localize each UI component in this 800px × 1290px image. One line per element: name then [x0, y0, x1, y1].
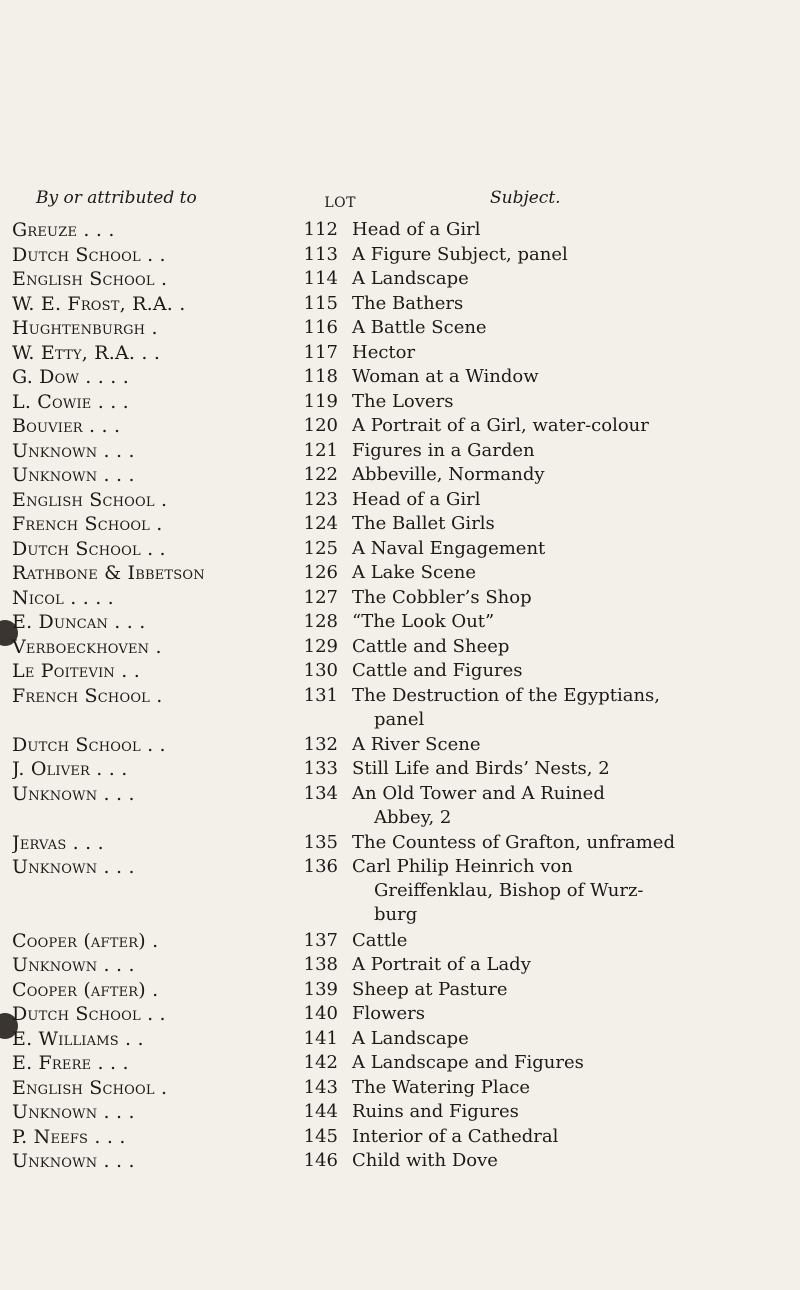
subject-line: Flowers: [352, 1003, 425, 1024]
artist-name: English School .: [12, 488, 168, 511]
catalogue-row: [0, 782, 800, 831]
catalogue-row: [0, 243, 800, 268]
catalogue-row: [0, 561, 800, 586]
subject-line: “The Look Out”: [352, 611, 495, 632]
artist-name: Jervas . . .: [12, 831, 104, 854]
lot-number: 127: [303, 586, 338, 608]
subject-title: [352, 782, 792, 830]
subject-line: The Ballet Girls: [352, 513, 495, 534]
artist-name: Dutch School . .: [12, 243, 166, 266]
subject-title: [352, 635, 792, 659]
lot-number: 144: [303, 1101, 338, 1122]
catalogue-row: [0, 684, 800, 733]
catalogue-row: [0, 1027, 800, 1052]
subject-title: [352, 316, 792, 340]
subject-title: [352, 341, 792, 365]
subject-line: A Portrait of a Girl, water-colour: [352, 415, 649, 436]
subject-title: [352, 1051, 792, 1075]
artist-name: Cooper (after) .: [12, 929, 159, 952]
catalogue-row: [0, 1100, 800, 1125]
artist-name: Greuze . . .: [12, 219, 115, 241]
lot-number: 128: [303, 611, 338, 632]
catalogue-row: [0, 390, 800, 415]
subject-line: A Landscape and Figures: [352, 1052, 584, 1073]
catalogue-row: [0, 463, 800, 488]
subject-line: A Battle Scene: [352, 317, 487, 338]
artist-name: W. E. Frost, R.A. .: [12, 292, 186, 315]
subject-title: [352, 978, 792, 1002]
lot-number: 115: [303, 292, 338, 314]
subject-title: [352, 733, 792, 757]
subject-line: Greiffenklau, Bishop of Wurz-: [374, 880, 644, 901]
lot-number: 134: [303, 782, 338, 804]
lot-number: 131: [303, 684, 338, 706]
subject-line: Child with Dove: [352, 1150, 498, 1171]
lot-number: 116: [303, 317, 338, 338]
lot-number: 138: [303, 954, 338, 975]
subject-title: [352, 218, 792, 242]
lot-number: 143: [303, 1076, 338, 1098]
lot-number: 130: [303, 660, 338, 681]
subject-line: Figures in a Garden: [352, 439, 535, 461]
subject-title: [352, 1027, 792, 1051]
artist-name: E. Williams . .: [12, 1027, 144, 1050]
lot-number: 120: [303, 415, 338, 436]
artist-name: Cooper (after) .: [12, 978, 159, 1001]
lot-number: 145: [303, 1125, 338, 1147]
lot-number: 135: [303, 831, 338, 853]
artist-name: Unknown . . .: [12, 1150, 135, 1172]
subject-title: [352, 1002, 792, 1026]
subject-line: A Figure Subject, panel: [352, 243, 568, 265]
artist-name: Rathbone & Ibbetson: [12, 562, 205, 584]
subject-title: [352, 1149, 792, 1173]
catalogue-row: [0, 1076, 800, 1101]
lot-number: 140: [303, 1003, 338, 1024]
subject-line: Cattle and Figures: [352, 660, 523, 681]
subject-line: Woman at a Window: [352, 366, 539, 387]
subject-title: [352, 365, 792, 389]
subject-line: Still Life and Birds’ Nests, 2: [352, 758, 610, 779]
catalogue-row: [0, 610, 800, 635]
catalogue-row: [0, 586, 800, 611]
subject-line: Head of a Girl: [352, 219, 481, 240]
artist-name: Unknown . . .: [12, 1101, 135, 1123]
catalogue-row: [0, 733, 800, 758]
subject-title: [352, 292, 792, 316]
lot-number: 118: [303, 366, 338, 387]
subject-title: [352, 463, 792, 487]
catalogue-row: [0, 537, 800, 562]
catalogue-row: [0, 316, 800, 341]
column-header-subject: Subject.: [490, 188, 561, 208]
artist-name: Unknown . . .: [12, 856, 135, 878]
artist-name: E. Frere . . .: [12, 1052, 129, 1074]
catalogue-row: [0, 1051, 800, 1076]
subject-title: [352, 414, 792, 438]
subject-title: [352, 929, 792, 953]
subject-line: An Old Tower and A Ruined: [352, 782, 605, 804]
subject-line: The Bathers: [352, 292, 464, 314]
catalogue-row: [0, 855, 800, 929]
catalogue-row: [0, 1149, 800, 1174]
lot-number: 132: [303, 733, 338, 755]
catalogue-row: [0, 659, 800, 684]
subject-line: The Destruction of the Egyptians,: [352, 684, 660, 706]
subject-line: A Landscape: [352, 268, 469, 289]
subject-title: [352, 1125, 792, 1149]
catalogue-row: [0, 929, 800, 954]
artist-name: Verboeckhoven .: [12, 635, 162, 658]
artist-name: P. Neefs . . .: [12, 1125, 126, 1148]
subject-line: Interior of a Cathedral: [352, 1125, 559, 1147]
catalogue-row: [0, 488, 800, 513]
subject-line: A River Scene: [352, 733, 481, 755]
catalogue-row: [0, 414, 800, 439]
subject-line: burg: [374, 904, 418, 925]
artist-name: L. Cowie . . .: [12, 390, 129, 413]
lot-number: 125: [303, 537, 338, 559]
subject-line: Cattle: [352, 929, 408, 951]
lot-number: 146: [303, 1150, 338, 1171]
column-header-lot: LOT: [324, 195, 356, 211]
subject-title: [352, 537, 792, 561]
catalogue-row: [0, 953, 800, 978]
subject-line: A Portrait of a Lady: [352, 954, 531, 975]
artist-name: W. Etty, R.A. . .: [12, 341, 161, 364]
artist-name: Unknown . . .: [12, 439, 135, 462]
artist-name: Le Poitevin . .: [12, 660, 140, 682]
lot-number: 121: [303, 439, 338, 461]
subject-title: [352, 1076, 792, 1100]
subject-line: A Naval Engagement: [352, 537, 546, 559]
lot-number: 114: [303, 268, 338, 289]
subject-title: [352, 684, 792, 732]
catalogue-row: [0, 831, 800, 856]
artist-name: French School .: [12, 684, 163, 707]
subject-line: The Lovers: [352, 390, 454, 412]
subject-title: [352, 757, 792, 781]
subject-line: A Lake Scene: [352, 562, 476, 583]
catalogue-row: [0, 635, 800, 660]
artist-name: G. Dow . . . .: [12, 366, 129, 388]
catalogue-row: [0, 341, 800, 366]
catalogue-row: [0, 1125, 800, 1150]
subject-line: Ruins and Figures: [352, 1101, 519, 1122]
artist-name: Nicol . . . .: [12, 586, 114, 609]
lot-number: 133: [303, 758, 338, 779]
artist-name: Unknown . . .: [12, 782, 135, 805]
subject-title: [352, 561, 792, 585]
lot-number: 119: [303, 390, 338, 412]
catalogue-row: [0, 978, 800, 1003]
subject-title: [352, 586, 792, 610]
catalogue-row: [0, 218, 800, 243]
subject-title: [352, 831, 792, 855]
subject-line: A Landscape: [352, 1027, 469, 1049]
artist-name: Unknown . . .: [12, 954, 135, 976]
artist-name: Hughtenburgh .: [12, 317, 158, 339]
subject-title: [352, 512, 792, 536]
lot-number: 142: [303, 1052, 338, 1073]
subject-line: Abbeville, Normandy: [352, 464, 545, 485]
subject-title: [352, 1100, 792, 1124]
artist-name: French School .: [12, 513, 163, 535]
artist-name: English School .: [12, 1076, 168, 1099]
subject-title: [352, 953, 792, 977]
lot-number: 126: [303, 562, 338, 583]
lot-number: 117: [303, 341, 338, 363]
lot-number: 113: [303, 243, 338, 265]
subject-line: Abbey, 2: [374, 806, 452, 828]
lot-number: 139: [303, 978, 338, 1000]
subject-title: [352, 243, 792, 267]
artist-name: Dutch School . .: [12, 733, 166, 756]
subject-title: [352, 610, 792, 634]
artist-name: Dutch School . .: [12, 1003, 166, 1025]
subject-line: Head of a Girl: [352, 488, 481, 510]
subject-title: [352, 659, 792, 683]
catalogue-row: [0, 365, 800, 390]
subject-title: [352, 390, 792, 414]
subject-line: The Cobbler’s Shop: [352, 586, 532, 608]
catalogue-row: [0, 292, 800, 317]
catalogue-row: [0, 512, 800, 537]
lot-number: 112: [303, 219, 338, 240]
subject-title: [352, 267, 792, 291]
lot-number: 129: [303, 635, 338, 657]
catalogue-row: [0, 757, 800, 782]
subject-line: panel: [374, 708, 425, 730]
subject-title: [352, 488, 792, 512]
lot-number: 122: [303, 464, 338, 485]
lot-number: 137: [303, 929, 338, 951]
lot-number: 123: [303, 488, 338, 510]
lot-number: 124: [303, 513, 338, 534]
subject-line: Sheep at Pasture: [352, 978, 508, 1000]
artist-name: English School .: [12, 268, 168, 290]
subject-line: Hector: [352, 341, 416, 363]
subject-line: The Countess of Grafton, unframed: [352, 831, 675, 853]
catalogue-row: [0, 267, 800, 292]
subject-title: [352, 439, 792, 463]
artist-name: J. Oliver . . .: [12, 758, 128, 780]
catalogue-row: [0, 1002, 800, 1027]
artist-name: E. Duncan . . .: [12, 611, 146, 633]
subject-line: Cattle and Sheep: [352, 635, 510, 657]
column-header-artist: By or attributed to: [36, 188, 197, 208]
lot-number: 136: [303, 856, 338, 877]
catalogue-row: [0, 439, 800, 464]
artist-name: Dutch School . .: [12, 537, 166, 560]
artist-name: Unknown . . .: [12, 464, 135, 486]
subject-line: The Watering Place: [352, 1076, 531, 1098]
subject-title: [352, 855, 792, 927]
artist-name: Bouvier . . .: [12, 415, 121, 437]
lot-number: 141: [303, 1027, 338, 1049]
subject-line: Carl Philip Heinrich von: [352, 856, 573, 877]
